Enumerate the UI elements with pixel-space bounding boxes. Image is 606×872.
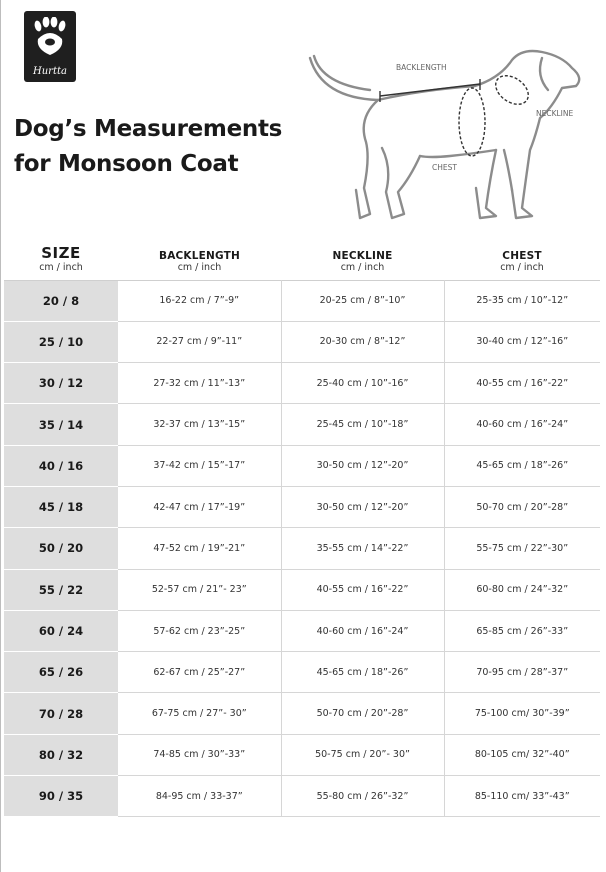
brand-logo xyxy=(24,11,76,82)
size-cell: 65 / 26 xyxy=(4,652,118,693)
neckline-cell: 40-60 cm / 16”-24” xyxy=(281,610,444,651)
chest-cell: 70-95 cm / 28”-37” xyxy=(444,652,600,693)
table-header-row xyxy=(4,240,600,280)
size-cell: 60 / 24 xyxy=(4,610,118,651)
table-row xyxy=(4,280,600,321)
backlength-cell: 62-67 cm / 25”-27” xyxy=(118,652,281,693)
neckline-label: NECKLINE xyxy=(536,109,574,118)
backlength-cell: 22-27 cm / 9”-11” xyxy=(118,321,281,362)
backlength-cell: 16-22 cm / 7”-9” xyxy=(118,280,281,321)
size-cell: 80 / 32 xyxy=(4,734,118,775)
column-header-size xyxy=(4,240,118,280)
size-cell: 25 / 10 xyxy=(4,321,118,362)
title-line-2: for Monsoon Coat xyxy=(14,151,239,177)
chest-cell: 80-105 cm/ 32”-40” xyxy=(444,734,600,775)
backlength-label: BACKLENGTH xyxy=(396,63,447,72)
brand-wordmark: Hurtta xyxy=(33,66,67,77)
table-row xyxy=(4,363,600,404)
neckline-cell: 20-25 cm / 8”-10” xyxy=(281,280,444,321)
backlength-cell: 47-52 cm / 19”-21” xyxy=(118,528,281,569)
size-cell: 45 / 18 xyxy=(4,486,118,527)
neckline-cell: 20-30 cm / 8”-12” xyxy=(281,321,444,362)
size-cell: 30 / 12 xyxy=(4,363,118,404)
column-title: CHEST xyxy=(502,249,542,262)
chest-cell: 50-70 cm / 20”-28” xyxy=(444,486,600,527)
size-cell: 70 / 28 xyxy=(4,693,118,734)
neckline-cell: 45-65 cm / 18”-26” xyxy=(281,652,444,693)
column-title: BACKLENGTH xyxy=(158,249,240,262)
column-header-neckline xyxy=(281,240,444,280)
table-row xyxy=(4,321,600,362)
chest-cell: 60-80 cm / 24”-32” xyxy=(444,569,600,610)
table-row xyxy=(4,569,600,610)
chest-cell: 45-65 cm / 18”-26” xyxy=(444,445,600,486)
size-cell: 50 / 20 xyxy=(4,528,118,569)
neckline-cell: 55-80 cm / 26”-32” xyxy=(281,776,444,817)
column-header-chest xyxy=(444,240,600,280)
backlength-cell: 42-47 cm / 17”-19” xyxy=(118,486,281,527)
chest-cell: 65-85 cm / 26”-33” xyxy=(444,610,600,651)
page-border xyxy=(0,0,1,872)
table-row xyxy=(4,776,600,817)
backlength-cell: 74-85 cm / 30”-33” xyxy=(118,734,281,775)
table-row xyxy=(4,652,600,693)
column-title: NECKLINE xyxy=(332,249,393,262)
chest-cell: 40-60 cm / 16”-24” xyxy=(444,404,600,445)
neckline-cell: 25-40 cm / 10”-16” xyxy=(281,363,444,404)
chest-cell: 30-40 cm / 12”-16” xyxy=(444,321,600,362)
column-unit: cm / inch xyxy=(500,261,544,273)
neckline-cell: 30-50 cm / 12”-20” xyxy=(281,445,444,486)
column-header-backlength xyxy=(118,240,281,280)
neckline-cell: 50-70 cm / 20”-28” xyxy=(281,693,444,734)
backlength-cell: 27-32 cm / 11”-13” xyxy=(118,363,281,404)
neckline-cell: 40-55 cm / 16”-22” xyxy=(281,569,444,610)
column-unit: cm / inch xyxy=(340,261,385,273)
backlength-cell: 37-42 cm / 15”-17” xyxy=(118,445,281,486)
chest-cell: 25-35 cm / 10”-12” xyxy=(444,280,600,321)
chest-marker xyxy=(459,88,485,156)
backlength-cell: 52-57 cm / 21”- 23” xyxy=(118,569,281,610)
neckline-cell: 35-55 cm / 14”-22” xyxy=(281,528,444,569)
size-cell: 20 / 8 xyxy=(4,280,118,321)
neckline-cell: 25-45 cm / 10”-18” xyxy=(281,404,444,445)
chest-cell: 75-100 cm/ 30”-39” xyxy=(444,693,600,734)
size-table xyxy=(4,240,600,817)
chest-cell: 85-110 cm/ 33”-43” xyxy=(444,776,600,817)
table-row xyxy=(4,486,600,527)
table-row xyxy=(4,445,600,486)
chest-cell: 55-75 cm / 22”-30” xyxy=(444,528,600,569)
column-unit: cm / inch xyxy=(39,261,83,273)
backlength-cell: 67-75 cm / 27”- 30” xyxy=(118,693,281,734)
size-cell: 35 / 14 xyxy=(4,404,118,445)
neckline-cell: 30-50 cm / 12”-20” xyxy=(281,486,444,527)
table-row xyxy=(4,693,600,734)
page-title xyxy=(14,112,314,182)
table-row xyxy=(4,734,600,775)
title-line-1: Dog’s Measurements xyxy=(14,116,283,142)
neckline-cell: 50-75 cm / 20”- 30” xyxy=(281,734,444,775)
table-row xyxy=(4,404,600,445)
size-cell: 55 / 22 xyxy=(4,569,118,610)
chest-cell: 40-55 cm / 16”-22” xyxy=(444,363,600,404)
paw-icon xyxy=(32,17,68,61)
size-cell: 40 / 16 xyxy=(4,445,118,486)
dog-measurement-diagram xyxy=(300,38,596,228)
table-row xyxy=(4,528,600,569)
column-title: SIZE xyxy=(41,243,81,262)
table-row xyxy=(4,610,600,651)
chest-label: CHEST xyxy=(432,163,457,172)
backlength-cell: 84-95 cm / 33-37” xyxy=(118,776,281,817)
size-cell: 90 / 35 xyxy=(4,776,118,817)
column-unit: cm / inch xyxy=(177,261,222,273)
backlength-marker xyxy=(380,79,480,102)
backlength-cell: 32-37 cm / 13”-15” xyxy=(118,404,281,445)
backlength-cell: 57-62 cm / 23”-25” xyxy=(118,610,281,651)
